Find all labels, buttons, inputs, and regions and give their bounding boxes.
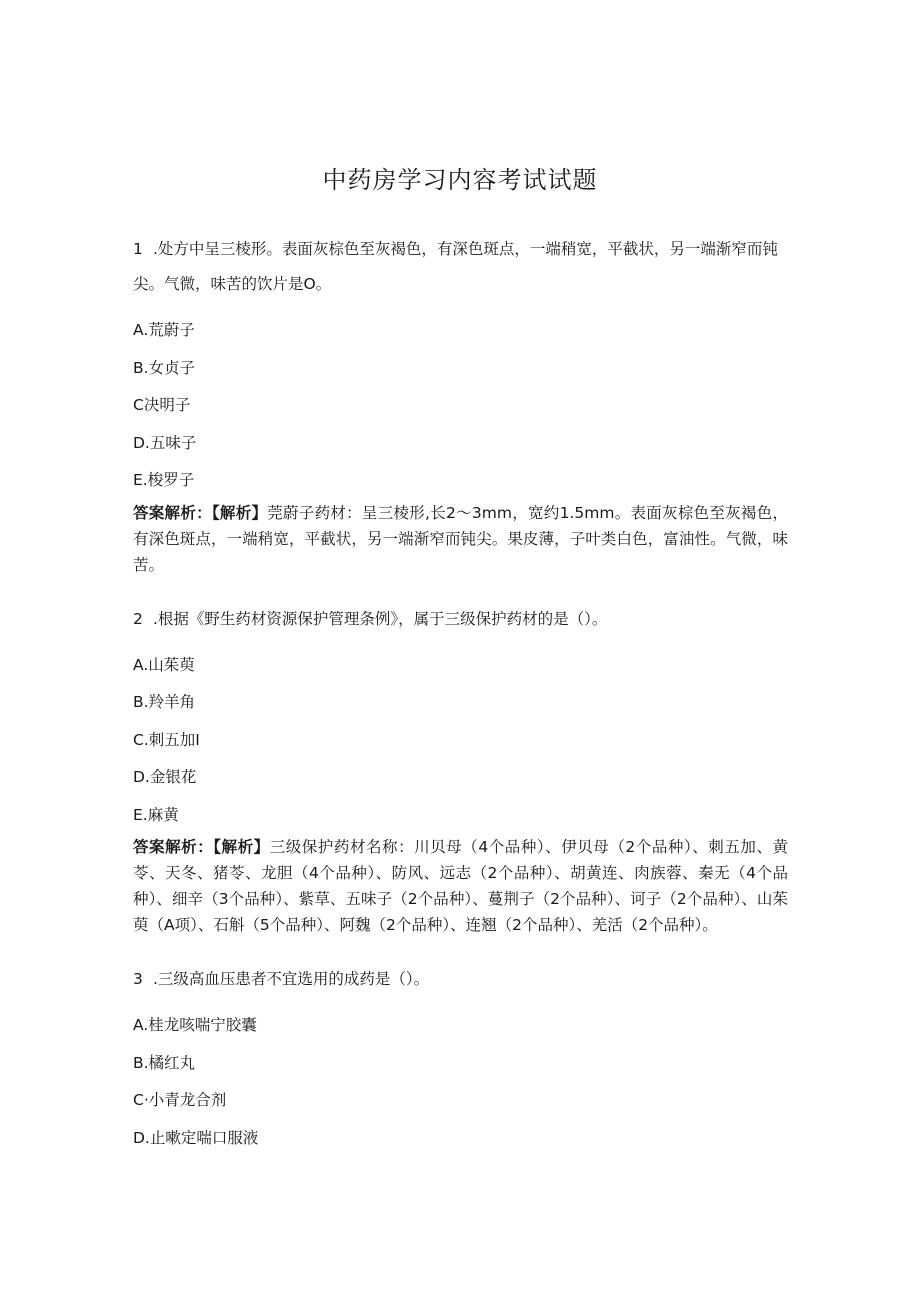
option-e: E.麻黄 xyxy=(133,805,179,824)
option-d: D.五味子 xyxy=(133,433,197,452)
option-b: B.羚羊角 xyxy=(133,693,196,711)
question-3 xyxy=(133,962,788,1157)
analysis-text: 三级保护药材名称：川贝母（4个品种）、伊贝母（2个品种）、刺五加、黄苓、天冬、猪苓、龙胆（4个品种）、防风、远志（2个品种）、胡黄连、肉族蓉、秦无（4个品种）、细辛（3个品种）、紫草、五味子（2个品种）、蔓荆子（2个品种）、诃子（2个品种）、山茱萸（A项）、石斛（5个品种）、阿魏（2个品种）、连翘（2个品种）、羌活（2个品种）。 xyxy=(133,838,788,934)
option-d: D.金银花 xyxy=(133,768,197,786)
question-2-options xyxy=(133,647,788,835)
analysis-text: 莞蔚子药材：呈三棱形,长2～3mm，宽约1.5mm。表面灰棕色至灰褐色，有深色斑点，一端稍宽，平截状，另一端渐窄而钝尖。果皮薄，子叶类白色，富油性。气微，味苦。 xyxy=(133,503,788,574)
question-2-analysis xyxy=(133,834,788,938)
question-1-options xyxy=(133,312,788,500)
analysis-label: 答案解析： xyxy=(133,503,212,522)
question-3-stem xyxy=(133,962,788,997)
question-2 xyxy=(133,602,788,939)
question-1 xyxy=(133,232,788,578)
option-a: A.桂龙咳喘宁胶囊 xyxy=(133,1016,257,1034)
question-3-text: .三级高血压患者不宜选用的成药是（）。 xyxy=(153,970,430,988)
option-d: D.止嗽定喘口服液 xyxy=(133,1128,259,1147)
question-1-number: 1 xyxy=(133,240,143,258)
option-c: C·小青龙合剂 xyxy=(133,1091,227,1109)
option-b: B.橘红丸 xyxy=(133,1053,196,1072)
page-title: 中药房学习内容考试试题 xyxy=(322,166,598,194)
option-a: A.山茱萸 xyxy=(133,655,195,674)
question-3-options xyxy=(133,1007,788,1157)
analysis-tag: 【解析】 xyxy=(211,503,268,522)
question-1-text: .处方中呈三棱形。表面灰棕色至灰褐色，有深色斑点，一端稍宽，平截状，另一端渐窄而钝尖。气微，味苦的饮片是O。 xyxy=(133,240,778,293)
analysis-label: 答案解析： xyxy=(133,838,214,856)
question-2-stem xyxy=(133,602,788,637)
question-1-stem xyxy=(133,232,788,302)
question-2-text: .根据《野生药材资源保护管理条例》，属于三级保护药材的是（）。 xyxy=(153,609,608,628)
option-c: C.刺五加I xyxy=(133,730,200,749)
question-3-number: 3 xyxy=(133,970,143,988)
option-e: E.梭罗子 xyxy=(133,471,195,489)
question-2-number: 2 xyxy=(133,609,143,628)
option-b: B.女贞子 xyxy=(133,358,196,377)
question-list xyxy=(133,232,788,1157)
question-1-analysis xyxy=(133,500,788,578)
analysis-tag: 【解析】 xyxy=(213,838,270,856)
option-a: A.荒蔚子 xyxy=(133,321,195,339)
option-c: C决明子 xyxy=(133,396,191,414)
